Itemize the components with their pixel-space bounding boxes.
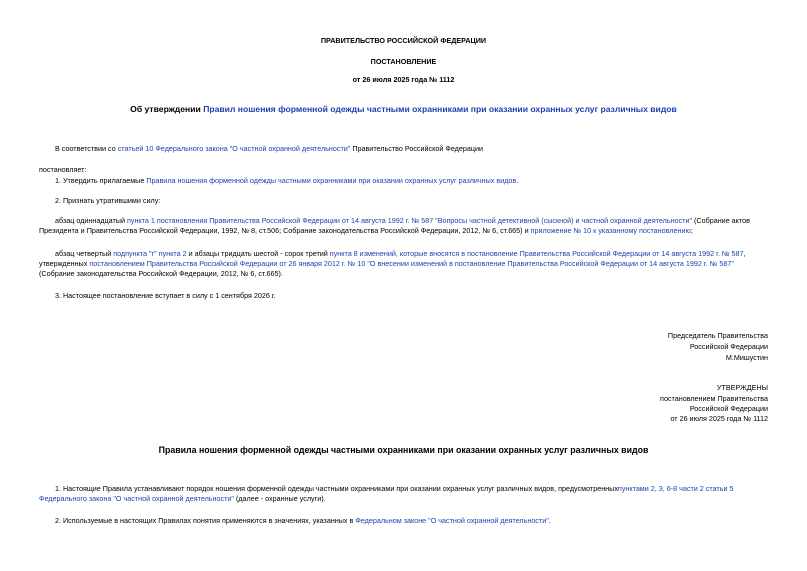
- para-b-changes-link[interactable]: пункта 8 изменений, которые вносятся в постановление Правительства Российской Федерации от 14 августа 1992 г. № 587: [329, 249, 744, 258]
- signature-position: Председатель Правительства: [667, 331, 768, 340]
- para-b-text-3: ,: [743, 249, 746, 258]
- para-b-text-4: утвержденных: [39, 259, 90, 268]
- para-b-subpoint-link[interactable]: подпункта "г" пункта 2: [113, 249, 187, 258]
- para-a-text-2: (Собрание актов: [692, 216, 750, 225]
- government-name: ПРАВИТЕЛЬСТВО РОССИЙСКОЙ ФЕДЕРАЦИИ: [320, 36, 487, 45]
- item-1-text-1: 1. Утвердить прилагаемые: [55, 176, 147, 185]
- para-a-line-2: [39, 226, 693, 236]
- preamble: [55, 144, 483, 154]
- item-3: 3. Настоящее постановление вступает в силу с 1 сентября 2026 г.: [55, 291, 276, 300]
- item-1-text-2: .: [516, 176, 519, 185]
- para-a-text-4: ;: [690, 226, 693, 235]
- para-b-text-1: абзац четвертый: [55, 249, 114, 258]
- document-type: ПОСТАНОВЛЕНИЕ: [370, 57, 437, 66]
- rule-2: [55, 516, 551, 526]
- para-b-line-1: [55, 249, 746, 259]
- para-a-line-1: [55, 216, 750, 226]
- rules-title: Правила ношения форменной одежды частными охранниками при оказании охранных услуг различных видов: [158, 445, 649, 455]
- para-a-resolution-link[interactable]: пункта 1 постановления Правительства Российской Федерации от 14 августа 1992 г. № 587 "Вопросы частной детективной (сыскной) и частной охранной деятельности": [126, 216, 693, 225]
- para-a-text-3: Президента и Правительства Российской Федерации, 1992, № 8, ст.506; Собрание законодательства Российской Федерации, 2012, № 6, ст.665) и: [39, 226, 531, 235]
- rule-1-law-link[interactable]: Федерального закона "О частной охранной деятельности": [39, 494, 234, 503]
- para-b-line-2: [39, 259, 734, 269]
- decides-text: постановляет:: [39, 165, 87, 174]
- item-1-rules-link[interactable]: Правила ношения форменной одежды частными охранниками при оказании охранных услуг различных видов: [146, 176, 517, 185]
- rule-1-text-1: 1. Настоящие Правила устанавливают порядок ношения форменной одежды частными охранниками при оказании охранных услуг различных видов, предусмотренных: [55, 484, 618, 493]
- approval-country: Российской Федерации: [689, 404, 768, 413]
- rule-2-text-1: 2. Используемые в настоящих Правилах понятия применяются в значениях, указанных в: [55, 516, 356, 525]
- rule-1-line-1: [55, 484, 733, 494]
- item-1: [55, 176, 518, 186]
- para-a-text-1: абзац одиннадцатый: [55, 216, 127, 225]
- signature-name: М.Мишустин: [725, 353, 768, 362]
- preamble-law-link[interactable]: статьей 10 Федерального закона "О частной охранной деятельности": [117, 144, 351, 153]
- para-b-resolution-link[interactable]: постановлением Правительства Российской Федерации от 26 января 2012 г. № 10 "О внесении изменений в постановление Правительства Российской Федерации от 14 августа 1992 г. № 587": [89, 259, 734, 268]
- document-title-prefix: Об утверждении: [130, 104, 204, 114]
- approval-by: постановлением Правительства: [660, 394, 768, 403]
- approval-date-number: от 26 июля 2025 года № 1112: [670, 414, 768, 423]
- preamble-text-1: В соответствии со: [55, 144, 118, 153]
- rule-1-points-link[interactable]: пунктами 2, 3, 6-8 части 2 статьи 5: [617, 484, 734, 493]
- rule-1-text-2: (далее - охранные услуги).: [233, 494, 326, 503]
- title-rules-link[interactable]: Правил ношения форменной одежды частными охранниками при оказании охранных услуг различных видов: [203, 104, 677, 114]
- item-2: 2. Признать утратившими силу:: [55, 196, 161, 205]
- rule-1-line-2: [39, 494, 326, 504]
- preamble-text-2: Правительство Российской Федерации: [350, 144, 484, 153]
- rule-2-law-link[interactable]: Федеральном законе "О частной охранной деятельности": [355, 516, 549, 525]
- para-b-text-2: и абзацы тридцать шестой - сорок третий: [186, 249, 330, 258]
- document-date-number: от 26 июля 2025 года № 1112: [352, 75, 455, 84]
- para-a-appendix-link[interactable]: приложение № 10 к указанному постановлению: [530, 226, 691, 235]
- signature-country: Российской Федерации: [689, 342, 768, 351]
- document-title: [0, 104, 807, 114]
- para-b-line-3: (Собрание законодательства Российской Федерации, 2012, № 6, ст.665).: [39, 269, 283, 278]
- approval-stamp: УТВЕРЖДЕНЫ: [716, 383, 768, 392]
- rule-2-text-2: .: [548, 516, 551, 525]
